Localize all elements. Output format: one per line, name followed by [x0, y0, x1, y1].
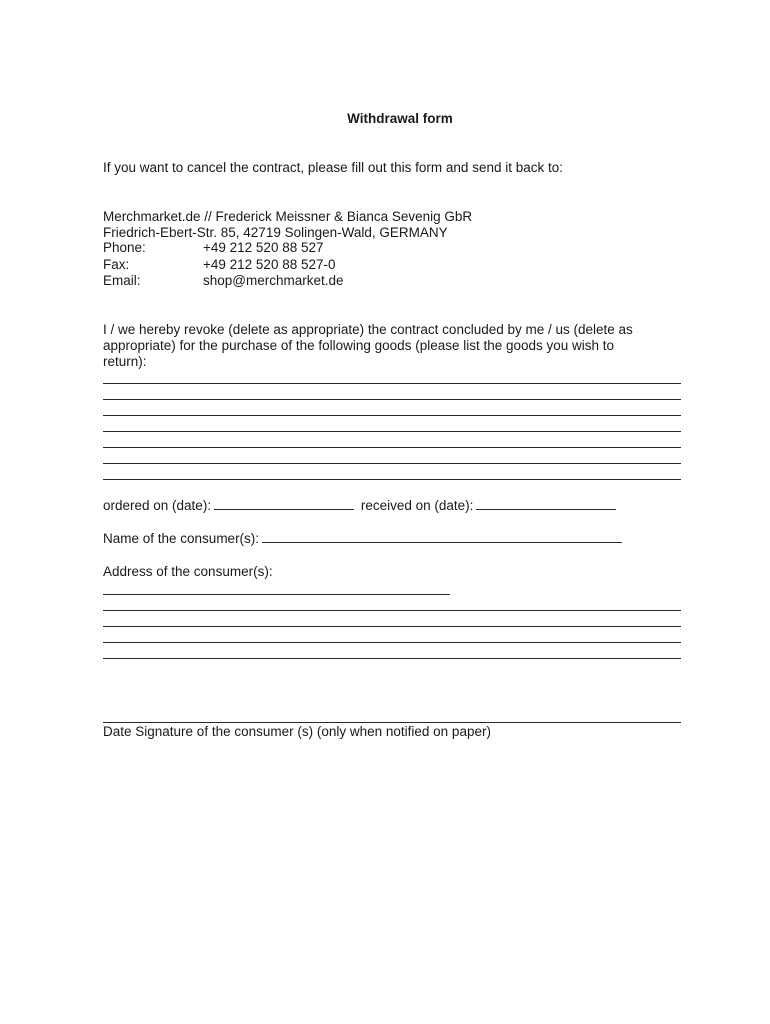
goods-line[interactable] [103, 479, 681, 480]
form-title: Withdrawal form [347, 111, 453, 126]
company-name: Merchmarket.de // Frederick Meissner & Bianca Sevenig GbR [103, 209, 473, 224]
fax-label: Fax: [103, 257, 130, 272]
consumer-address-line[interactable] [103, 626, 681, 627]
received-on-label: received on (date): [360, 498, 474, 513]
signature-label: Date Signature of the consumer (s) (only when notified on paper) [103, 724, 491, 739]
street-address: Friedrich-Ebert-Str. 85, 42719 Solingen-Wald, GERMANY [103, 225, 448, 240]
consumer-name-row [103, 531, 625, 547]
consumer-address-line[interactable] [103, 594, 450, 595]
goods-line[interactable] [103, 415, 681, 416]
revocation-line-1: I / we hereby revoke (delete as appropriate) the contract concluded by me / us (delete as [103, 322, 633, 337]
goods-line[interactable] [103, 383, 681, 384]
consumer-address-label: Address of the consumer(s): [103, 564, 273, 579]
phone-label: Phone: [103, 240, 146, 255]
intro-text: If you want to cancel the contract, please fill out this form and send it back to: [103, 160, 563, 175]
received-on-field[interactable] [476, 498, 616, 510]
phone-value: +49 212 520 88 527 [203, 240, 324, 255]
fax-value: +49 212 520 88 527-0 [203, 257, 336, 272]
goods-line[interactable] [103, 399, 681, 400]
email-value: shop@merchmarket.de [203, 273, 344, 288]
signature-line[interactable] [103, 722, 681, 723]
revocation-line-3: return): [103, 354, 147, 369]
consumer-address-line[interactable] [103, 658, 681, 659]
consumer-name-field[interactable] [262, 531, 622, 543]
email-label: Email: [103, 273, 141, 288]
dates-row [103, 498, 619, 514]
ordered-on-field[interactable] [214, 498, 354, 510]
ordered-on-label: ordered on (date): [103, 498, 212, 513]
consumer-name-label: Name of the consumer(s): [103, 531, 260, 546]
goods-line[interactable] [103, 463, 681, 464]
consumer-address-line[interactable] [103, 610, 681, 611]
goods-line[interactable] [103, 447, 681, 448]
consumer-address-line[interactable] [103, 642, 681, 643]
revocation-line-2: appropriate) for the purchase of the following goods (please list the goods you wish to [103, 338, 615, 353]
goods-line[interactable] [103, 431, 681, 432]
